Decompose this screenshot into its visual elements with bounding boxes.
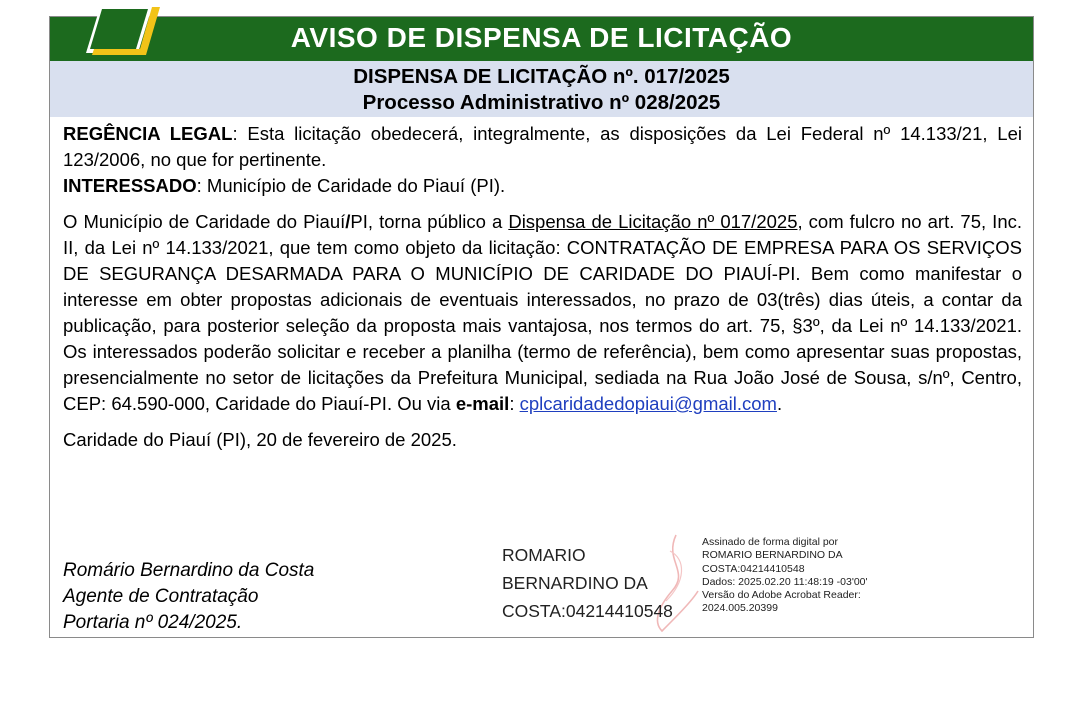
stamp-line-1: Assinado de forma digital por (702, 536, 838, 548)
signer-line-2: BERNARDINO DA (502, 573, 648, 593)
title-banner (50, 17, 1033, 61)
stamp-line-3: COSTA:04214410548 (702, 562, 805, 575)
stamp-line-4: Dados: 2025.02.20 11:48:19 -03'00' (702, 575, 868, 588)
emblem-logo-icon (86, 3, 166, 67)
after-slash-text: PI, torna público a (350, 211, 509, 232)
slash-text: / (345, 211, 351, 232)
stamp-line-2: ROMARIO BERNARDINO DA (702, 549, 843, 562)
email-label: e-mail (455, 393, 510, 414)
process-number: Processo Administrativo nº 028/2025 (362, 91, 721, 114)
regencia-paragraph (63, 121, 1022, 173)
email-separator: : (509, 393, 520, 414)
regencia-text: : Esta licitação obedecerá, integralmente, as disposições da Lei Federal nº 14.133/21, Lei 123/2006, no que for pertinente. (63, 123, 1022, 170)
regencia-label: REGÊNCIA LEGAL (63, 123, 233, 144)
notice-title: AVISO DE DISPENSA DE LICITAÇÃO (290, 22, 793, 53)
interessado-paragraph (63, 173, 1022, 199)
notice-box (49, 16, 1034, 638)
signatory-block (63, 558, 314, 636)
signatory-name: Romário Bernardino da Costa (63, 560, 315, 581)
email-link[interactable]: cplcaridadedopiaui@gmail.com (519, 393, 777, 414)
main-paragraph (63, 209, 1022, 417)
stamp-line-5: Versão do Adobe Acrobat Reader: (702, 589, 861, 602)
stamp-line-6: 2024.005.20399 (702, 602, 778, 615)
dispensa-number: DISPENSA DE LICITAÇÃO nº. 017/2025 (353, 65, 730, 88)
signer-line-3: COSTA:04214410548 (502, 601, 673, 621)
digital-signer-name (502, 541, 673, 625)
paragraph-end: . (776, 393, 783, 414)
interessado-label: INTERESSADO (63, 175, 197, 196)
signatory-role: Agente de Contratação (63, 586, 259, 607)
date-line: Caridade do Piauí (PI), 20 de fevereiro de 2025. (63, 429, 457, 450)
notice-body (63, 121, 1022, 453)
dispensa-reference: Dispensa de Licitação nº 017/2025 (508, 211, 798, 232)
signer-line-1: ROMARIO (502, 545, 586, 565)
main-body-text: , com fulcro no art. 75, Inc. II, da Lei nº 14.133/2021, que tem como objeto da licitação: CONTRATAÇÃO DE EMPRESA PARA OS SERVIÇOS DE SEGURANÇA DESARMADA PARA O MUNICÍPIO DE CARIDADE DO PIAUÍ-PI. Bem como manifestar o interesse em obter propostas adicionais de eventuais interessados, no prazo de 03(três) dias úteis, a contar da publicação, para posterior seleção da proposta mais vantajosa, nos termos do art. 75, §3º, da Lei nº 14.133/2021. Os interessados poderão solicitar e receber a planilha (termo de referência), bem como apresentar suas propostas, presencialmente no setor de licitações da Prefeitura Municipal, sediada na Rua João José de Sousa, s/nº, Centro, CEP: 64.590-000, Caridade do Piauí-PI. Ou via (63, 211, 1022, 414)
signatory-portaria: Portaria nº 024/2025. (63, 612, 243, 633)
intro-text: O Município de Caridade do Piauí (63, 211, 346, 232)
interessado-text: : Município de Caridade do Piauí (PI). (196, 175, 506, 196)
process-header (50, 61, 1033, 117)
digital-signature-stamp (702, 536, 868, 616)
